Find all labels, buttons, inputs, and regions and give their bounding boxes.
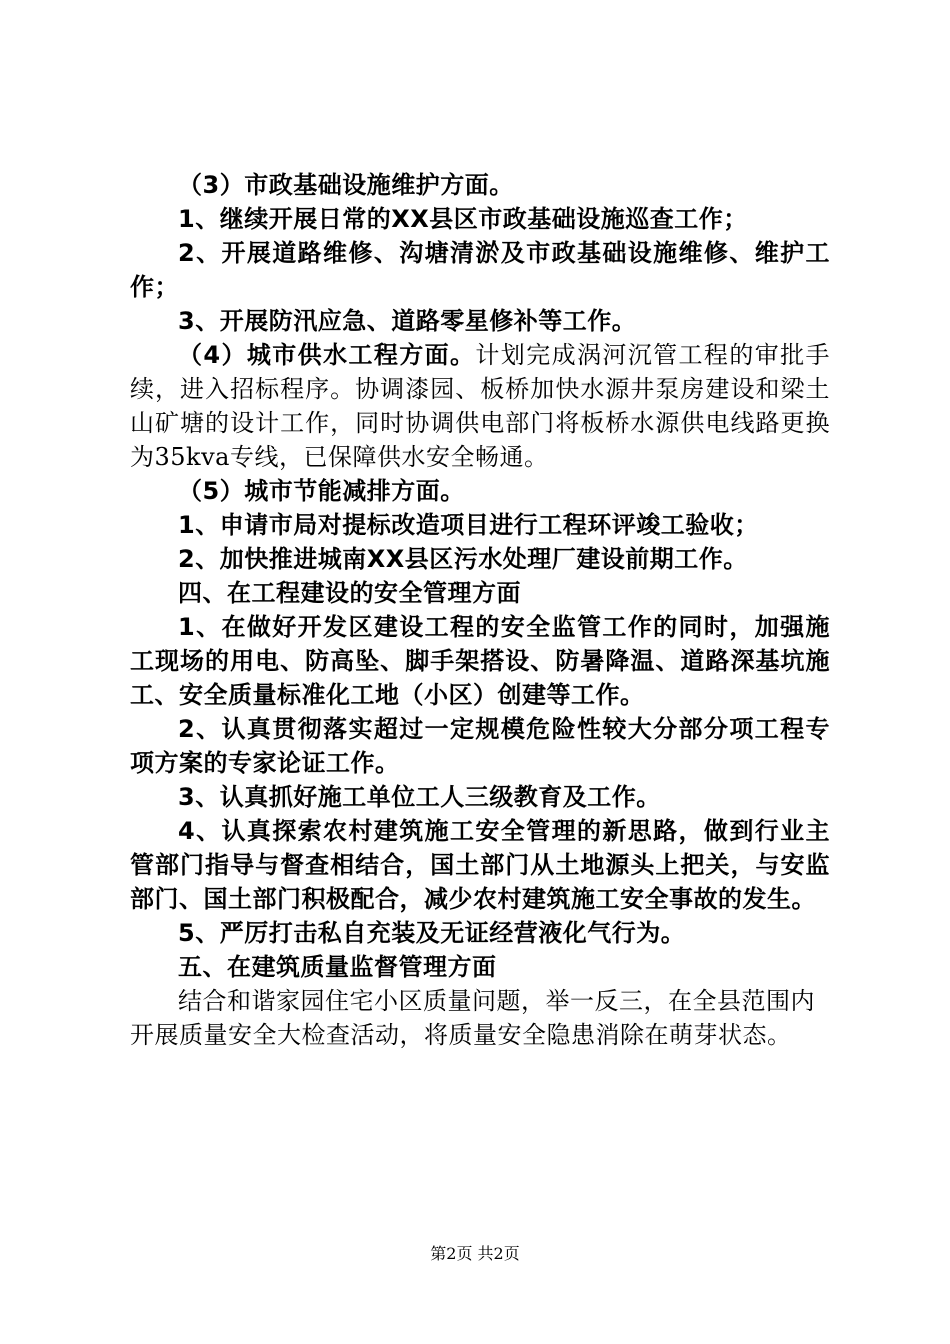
paragraph-2 bbox=[130, 203, 830, 237]
paragraph-16 bbox=[130, 985, 830, 1053]
paragraph-14-bold: 5、严厉打击私自充装及无证经营液化气行为。 bbox=[178, 919, 686, 947]
paragraph-15-bold: 五、在建筑质量监督管理方面 bbox=[178, 953, 497, 981]
paragraph-7 bbox=[130, 509, 830, 543]
paragraph-11-bold: 2、认真贯彻落实超过一定规模危险性较大分部分项工程专项方案的专家论证工作。 bbox=[130, 715, 830, 777]
paragraph-14 bbox=[130, 917, 830, 951]
paragraph-13 bbox=[130, 815, 830, 917]
paragraph-7-bold: 1、申请市局对提标改造项目进行工程环评竣工验收； bbox=[178, 511, 759, 539]
paragraph-4 bbox=[130, 305, 830, 339]
paragraph-10-bold: 1、在做好开发区建设工程的安全监管工作的同时，加强施工现场的用电、防高坠、脚手架搭设、防暑降温、道路深基坑施工、安全质量标准化工地（小区）创建等工作。 bbox=[130, 613, 830, 709]
paragraph-1 bbox=[130, 169, 830, 203]
paragraph-13-bold: 4、认真探索农村建筑施工安全管理的新思路，做到行业主管部门指导与督查相结合，国土部门从土地源头上把关，与安监部门、国土部门积极配合，减少农村建筑施工安全事故的发生。 bbox=[130, 817, 830, 913]
paragraph-11 bbox=[130, 713, 830, 781]
paragraph-10 bbox=[130, 611, 830, 713]
paragraph-1-bold: （3）市政基础设施维护方面。 bbox=[178, 171, 514, 199]
paragraph-5 bbox=[130, 339, 830, 475]
paragraph-12-bold: 3、认真抓好施工单位工人三级教育及工作。 bbox=[178, 783, 661, 811]
paragraph-6-bold: （5）城市节能减排方面。 bbox=[178, 477, 465, 505]
paragraph-5-bold: （4）城市供水工程方面。 bbox=[178, 341, 476, 369]
paragraph-12 bbox=[130, 781, 830, 815]
paragraph-3-bold: 2、开展道路维修、沟塘清淤及市政基础设施维修、维护工作； bbox=[130, 239, 830, 301]
paragraph-5-text: 计划完成涡河沉管工程的审批手续，进入招标程序。协调漆园、板桥加快水源井泵房建设和梁土山矿塘的设计工作，同时协调供电部门将板桥水源供电线路更换为35kva专线，已保障供水安全畅通。 bbox=[130, 341, 830, 471]
paragraph-9 bbox=[130, 577, 830, 611]
paragraph-15 bbox=[130, 951, 830, 985]
page-number-footer: 第2页 共2页 bbox=[430, 1244, 520, 1263]
paragraph-16-text: 结合和谐家园住宅小区质量问题，举一反三，在全县范围内开展质量安全大检查活动，将质量安全隐患消除在萌芽状态。 bbox=[130, 987, 815, 1049]
paragraph-8 bbox=[130, 543, 830, 577]
document-body bbox=[130, 169, 830, 1053]
paragraph-2-bold: 1、继续开展日常的XX县区市政基础设施巡查工作； bbox=[178, 205, 748, 233]
paragraph-6 bbox=[130, 475, 830, 509]
paragraph-4-bold: 3、开展防汛应急、道路零星修补等工作。 bbox=[178, 307, 637, 335]
paragraph-9-bold: 四、在工程建设的安全管理方面 bbox=[178, 579, 521, 607]
paragraph-8-bold: 2、加快推进城南XX县区污水处理厂建设前期工作。 bbox=[178, 545, 748, 573]
paragraph-3 bbox=[130, 237, 830, 305]
